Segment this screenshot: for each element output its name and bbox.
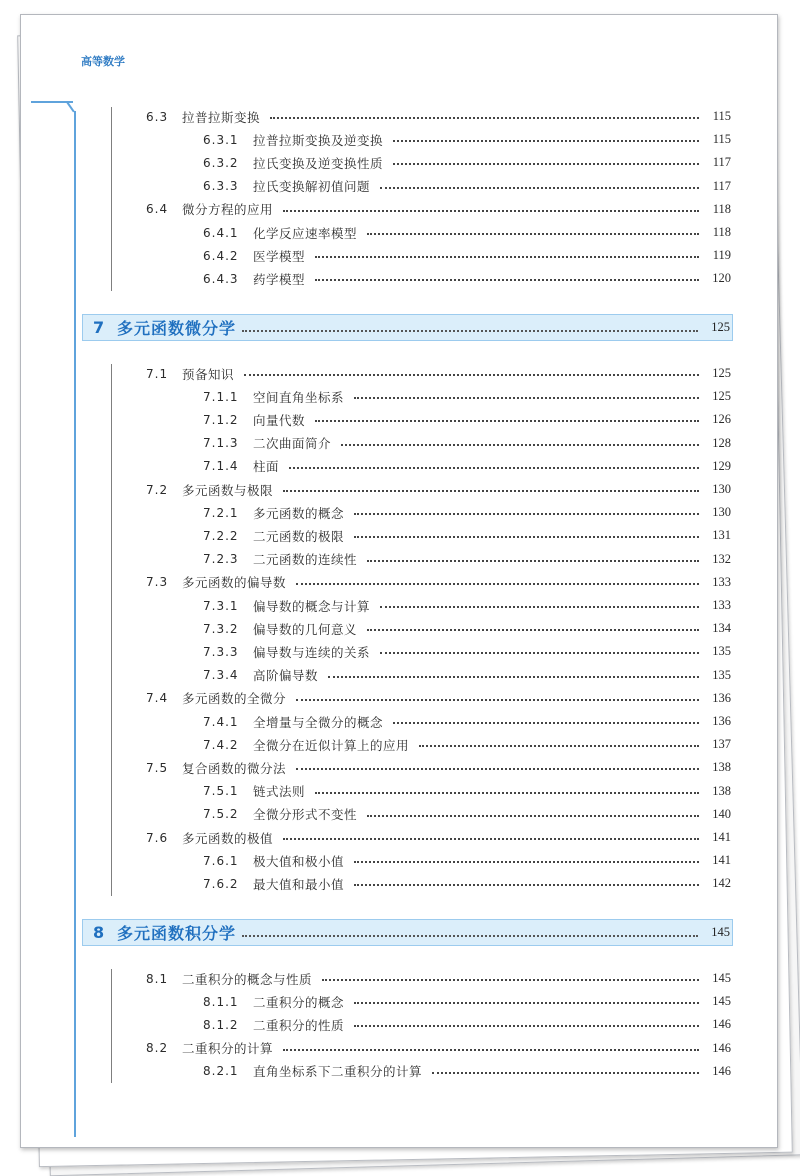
dot-leader [242,934,698,937]
entry-number: 6.4.2 [203,248,239,263]
subsection-entry[interactable] [203,594,731,617]
entry-number: 6.4.3 [203,271,239,286]
section-entry[interactable] [146,105,731,128]
entry-page-number: 146 [712,1017,731,1032]
entry-number: 8.2 [146,1041,169,1056]
dot-leader [380,186,699,189]
entry-page-number: 136 [712,714,731,728]
subsection-entry[interactable] [203,990,731,1013]
dot-leader [354,860,699,863]
entry-number: 6.3.3 [203,179,239,194]
entry-title: 多元函数与极限 [182,482,274,498]
entry-number: 7.2.3 [203,552,239,567]
entry-title: 药学模型 [253,271,306,287]
entry-page-number: 132 [712,551,731,566]
entry-number: 6.3.1 [203,132,239,147]
entry-number: 7.5 [146,760,169,775]
entry-number: 7.2 [146,482,169,497]
entry-page-number: 125 [712,366,731,380]
dot-leader [367,559,699,562]
entry-page-number: 135 [712,667,731,682]
entry-number: 7.2.2 [203,528,239,543]
subsection-entry[interactable] [203,455,731,478]
dot-leader [315,255,699,258]
subsection-entry[interactable] [203,385,731,408]
entry-title: 拉氏变换解初值问题 [253,179,371,195]
entry-title: 拉普拉斯变换及逆变换 [253,132,384,148]
dot-leader [315,278,699,281]
entry-number: 6.3.2 [203,155,239,170]
dot-leader [367,814,699,817]
dot-leader [296,582,699,585]
subsection-entry[interactable] [203,408,731,431]
subsection-entry[interactable] [203,267,731,290]
entry-title: 链式法则 [253,784,306,800]
entry-page-number: 118 [712,201,731,216]
dot-leader [296,698,699,701]
entry-number: 7.4.2 [203,737,239,752]
entry-title: 二元函数的极限 [253,528,345,544]
entry-title: 偏导数的几何意义 [253,621,358,637]
chapter-number: 8 [93,923,105,942]
entry-page-number: 119 [712,248,731,263]
dot-leader [315,419,699,422]
entry-title: 医学模型 [253,248,306,264]
entry-page-number: 129 [712,458,731,473]
entry-page-number: 134 [712,621,731,636]
dot-leader [283,1048,699,1051]
entry-title: 拉普拉斯变换 [182,109,261,125]
dot-leader [354,535,699,538]
entry-page-number: 140 [712,806,731,821]
dot-leader [354,883,699,886]
subsection-entry[interactable] [203,780,731,803]
entry-title: 偏导数与连续的关系 [253,644,371,660]
entry-number: 6.3 [146,109,169,124]
subsection-entry[interactable] [203,432,731,455]
entry-page-number: 145 [712,994,731,1009]
section-entry[interactable] [146,687,731,710]
dot-leader [354,1001,699,1004]
entry-title: 复合函数的微分法 [182,760,287,776]
entry-number: 7.5.1 [203,784,239,799]
subsection-entry[interactable] [203,221,731,244]
entry-title: 空间直角坐标系 [253,389,345,405]
entry-title: 多元函数的全微分 [182,691,287,707]
entry-page-number: 142 [712,876,731,891]
entry-number: 7.1.4 [203,459,239,474]
subsection-entry[interactable] [203,664,731,687]
entry-title: 二重积分的计算 [182,1041,274,1057]
chapter-number: 7 [93,318,105,337]
chapter-heading-7[interactable] [82,314,733,341]
entry-number: 7.2.1 [203,505,239,520]
entry-title: 高阶偏导数 [253,668,319,684]
section-entry[interactable] [146,198,731,221]
dot-leader [380,605,699,608]
entry-page-number: 128 [712,435,731,450]
dot-leader [354,512,699,515]
entry-title: 多元函数的偏导数 [182,575,287,591]
entry-number: 6.4.1 [203,225,239,240]
entry-page-number: 131 [712,528,731,543]
dot-leader [393,162,699,165]
entry-number: 7.4.1 [203,714,239,729]
entry-page-number: 146 [712,1040,731,1055]
entry-number: 7.6.2 [203,876,239,891]
dot-leader [432,1071,699,1074]
dot-leader [367,628,699,631]
section-entry[interactable] [146,571,731,594]
entry-title: 极大值和极小值 [253,853,345,869]
entry-number: 8.2.1 [203,1064,239,1079]
chapter-page-number: 145 [711,925,730,939]
entry-title: 预备知识 [182,366,235,382]
entry-title: 直角坐标系下二重积分的计算 [253,1064,423,1080]
entry-number: 7.1.2 [203,412,239,427]
dot-leader [354,396,699,399]
subsection-entry[interactable] [203,501,731,524]
subsection-entry[interactable] [203,548,731,571]
entry-number: 6.4 [146,202,169,217]
entry-title: 拉氏变换及逆变换性质 [253,155,384,171]
entry-page-number: 137 [712,737,731,752]
decorative-rule-vertical [74,111,76,1137]
subsection-entry[interactable] [203,617,731,640]
entry-number: 7.3.3 [203,644,239,659]
entry-page-number: 133 [712,574,731,589]
entry-page-number: 118 [712,225,731,239]
section-entry[interactable] [146,756,731,779]
entry-page-number: 138 [712,760,731,775]
entry-page-number: 138 [712,783,731,798]
entry-number: 7.3 [146,575,169,590]
entry-page-number: 117 [712,178,731,193]
section-entry[interactable] [146,967,731,990]
dot-leader [419,744,699,747]
entry-number: 7.4 [146,691,169,706]
entry-number: 7.5.2 [203,807,239,822]
entry-number: 7.1.1 [203,389,239,404]
subsection-entry[interactable] [203,524,731,547]
dot-leader [393,721,699,724]
section-entry[interactable] [146,478,731,501]
entry-page-number: 125 [712,389,731,404]
chapter-title: 多元函数微分学 [117,319,237,338]
dot-leader [242,329,698,332]
group-bracket-line [111,969,112,1083]
entry-title: 多元函数的概念 [253,505,345,521]
section-entry[interactable] [146,362,731,385]
entry-number: 7.3.2 [203,621,239,636]
dot-leader [354,1024,699,1027]
entry-title: 多元函数的极值 [182,830,274,846]
entry-page-number: 145 [712,971,731,985]
dot-leader [283,489,699,492]
subsection-entry[interactable] [203,710,731,733]
entry-title: 偏导数的概念与计算 [253,598,371,614]
dot-leader [328,675,699,678]
subsection-entry[interactable] [203,640,731,663]
entry-page-number: 115 [712,109,731,123]
subsection-entry[interactable] [203,872,731,895]
subsection-entry[interactable] [203,151,731,174]
subsection-entry[interactable] [203,849,731,872]
entry-title: 二重积分的概念与性质 [182,971,313,987]
chapter-page-number: 125 [711,320,730,334]
section-entry[interactable] [146,826,731,849]
entry-page-number: 146 [712,1063,731,1078]
entry-page-number: 135 [712,644,731,659]
entry-page-number: 120 [712,271,731,286]
entry-title: 二重积分的性质 [253,1017,345,1033]
entry-page-number: 130 [712,482,731,496]
entry-page-number: 136 [712,690,731,705]
dot-leader [296,767,699,770]
dot-leader [380,651,699,654]
dot-leader [244,373,699,376]
entry-page-number: 117 [712,155,731,170]
entry-number: 7.1 [146,366,169,381]
dot-leader [367,232,699,235]
dot-leader [283,209,699,212]
dot-leader [270,116,699,119]
group-bracket-line [111,364,112,896]
subsection-entry[interactable] [203,733,731,756]
entry-page-number: 115 [712,132,731,147]
entry-title: 二元函数的连续性 [253,552,358,568]
toc-page [20,14,778,1148]
entry-number: 7.6 [146,830,169,845]
chapter-heading-8[interactable] [82,919,733,946]
entry-title: 全微分在近似计算上的应用 [253,737,410,753]
entry-page-number: 130 [712,505,731,520]
entry-title: 化学反应速率模型 [253,225,358,241]
dot-leader [283,837,699,840]
entry-title: 柱面 [253,459,280,475]
running-head: 高等数学 [81,55,125,68]
dot-leader [341,443,699,446]
dot-leader [315,791,699,794]
entry-title: 最大值和最小值 [253,876,345,892]
dot-leader [289,466,699,469]
entry-number: 7.1.3 [203,436,239,451]
entry-number: 8.1.1 [203,994,239,1009]
entry-title: 向量代数 [253,412,306,428]
entry-title: 全增量与全微分的概念 [253,714,384,730]
entry-number: 7.3.4 [203,668,239,683]
subsection-entry[interactable] [203,244,731,267]
entry-title: 全微分形式不变性 [253,807,358,823]
group-bracket-line [111,107,112,291]
section-entry[interactable] [146,1037,731,1060]
entry-page-number: 133 [712,598,731,612]
subsection-entry[interactable] [203,1060,731,1083]
entry-page-number: 126 [712,412,731,427]
subsection-entry[interactable] [203,128,731,151]
entry-number: 7.6.1 [203,853,239,868]
entry-page-number: 141 [712,853,731,868]
subsection-entry[interactable] [203,1013,731,1036]
entry-page-number: 141 [712,830,731,844]
entry-title: 二重积分的概念 [253,994,345,1010]
entry-title: 微分方程的应用 [182,202,274,218]
dot-leader [322,978,699,981]
entry-number: 8.1.2 [203,1017,239,1032]
dot-leader [393,139,699,142]
entry-number: 7.3.1 [203,598,239,613]
entry-number: 8.1 [146,971,169,986]
subsection-entry[interactable] [203,803,731,826]
subsection-entry[interactable] [203,175,731,198]
entry-title: 二次曲面简介 [253,436,332,452]
chapter-title: 多元函数积分学 [117,924,237,943]
